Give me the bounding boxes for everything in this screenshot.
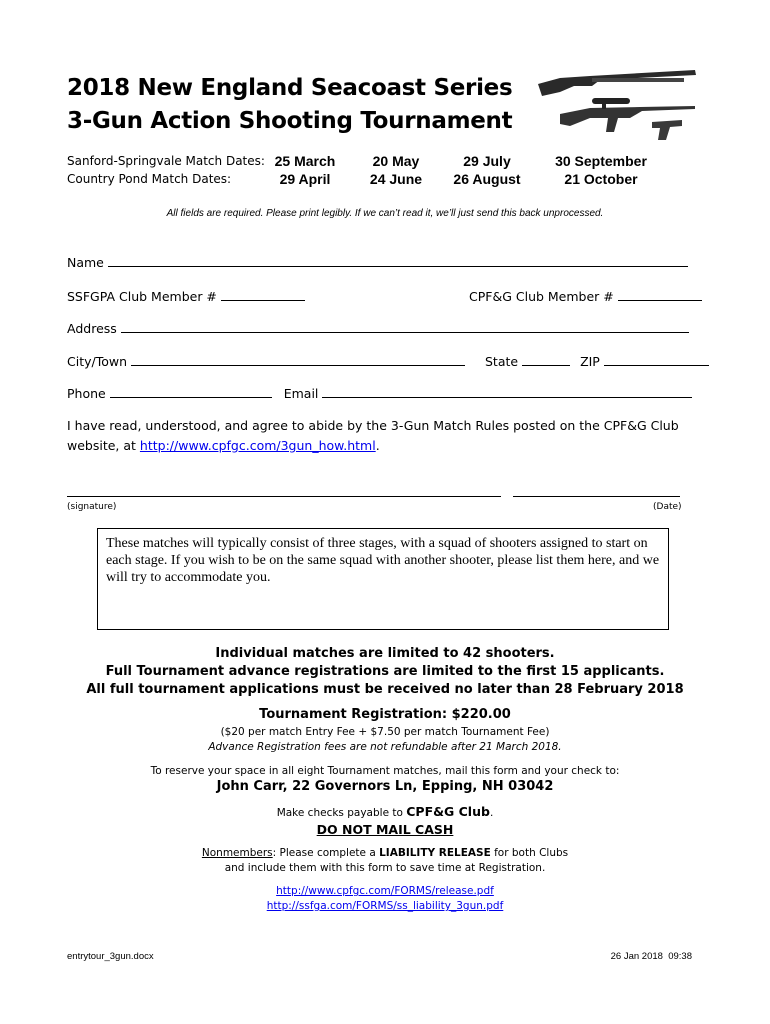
page-title [67,72,512,138]
date-line[interactable] [513,496,680,497]
signature-line[interactable] [67,496,501,497]
country-date: 24 June [369,171,423,187]
ssfgpa-row [67,287,305,306]
name-label: Name [67,255,104,270]
registration-title: Tournament Registration: $220.00 [259,707,511,722]
footer-timestamp: 26 Jan 2018 09:38 [610,951,692,962]
reserve-instructions: To reserve your space in all eight Tournament matches, mail this form and your check to: [150,765,620,777]
ssfgpa-label: SSFGPA Club Member # [67,289,217,304]
zip-field[interactable] [604,352,709,366]
cpfg-label: CPF&G Club Member # [469,289,614,304]
country-date: 26 August [453,171,521,187]
agreement-body: I have read, understood, and agree to abide by the 3-Gun Match Rules posted on the CPF&G Club website, at [67,418,679,453]
rifle-icon [560,98,695,132]
phone-label: Phone [67,386,106,401]
cpfg-row [469,287,702,306]
country-dates-label: Country Pond Match Dates: [67,172,232,186]
sanford-date: 30 September [555,153,647,169]
state-label: State [485,354,519,369]
squad-request-box[interactable] [97,528,669,630]
registration-fees: ($20 per match Entry Fee + $7.50 per match Tournament Fee) [220,726,550,738]
liability-release: LIABILITY RELEASE [379,847,491,859]
limit-line-1: Individual matches are limited to 42 shooters. [215,646,555,661]
ssfgpa-member-field[interactable] [221,287,305,301]
rules-link[interactable]: http://www.cpfgc.com/3gun_how.html [139,438,376,453]
title-line-1: 2018 New England Seacoast Series [67,75,513,101]
squad-request-text: These matches will typically consist of three stages, with a squad of shooters assigned to start on each stage. If you wish to be on the same squad with another shooter, please list them here, and we will try to accommodate you. [106,536,660,585]
signature-label: (signature) [67,502,117,512]
payable-prefix: Make checks payable to [276,807,403,819]
payable-to: CPF&G Club [406,804,490,819]
state-field[interactable] [522,352,570,366]
limits-block [0,645,770,699]
release-link-row [0,885,770,897]
sanford-dates-label: Sanford-Springvale Match Dates: [67,154,265,168]
payable-line: Make checks payable to CPF&G Club. [276,804,494,819]
date-column-1 [265,152,345,188]
instructions-note: All fields are required. Please print legibly. If we can’t read it, we’ll just send this back unprocessed. [166,208,604,219]
address-label: Address [67,321,117,336]
date-column-4 [545,152,657,188]
name-field[interactable] [108,253,688,267]
zip-label: ZIP [580,354,600,369]
date-label: (Date) [653,502,682,512]
agreement-text: I have read, understood, and agree to abide by the 3-Gun Match Rules posted on the CPF&G Club website, at http://www.cpfgc.com/3gun_how.html. [67,418,679,453]
limit-line-2: Full Tournament advance registrations are limited to the first 15 applicants. [105,664,665,679]
footer-filename: entrytour_3gun.docx [67,951,154,962]
address-field[interactable] [121,319,689,333]
sanford-date: 25 March [274,153,336,169]
sanford-date: 20 May [372,153,420,169]
name-row [67,253,688,272]
email-field[interactable] [322,384,692,398]
country-date: 29 April [279,171,331,187]
pistol-icon [652,120,682,140]
no-cash-warning: DO NOT MAIL CASH [316,822,454,837]
limit-line-3: All full tournament applications must be received no later than 28 February 2018 [86,682,684,697]
city-label: City/Town [67,354,128,369]
phone-row [67,384,692,403]
nonmembers-line-1: Nonmembers: Please complete a LIABILITY RELEASE for both Clubs [201,847,569,859]
nonmembers-label: Nonmembers [201,847,273,859]
nonmembers-line-2: and include them with this form to save time at Registration. [224,862,546,874]
email-label: Email [283,386,319,401]
cpfgc-release-link[interactable]: http://www.cpfgc.com/FORMS/release.pdf [276,885,494,897]
country-date: 21 October [564,171,638,187]
sanford-date: 29 July [463,153,511,169]
ssfga-release-link[interactable]: http://ssfga.com/FORMS/ss_liability_3gun.pdf [266,900,504,912]
title-line-2: 3-Gun Action Shooting Tournament [67,108,513,134]
cpfg-member-field[interactable] [618,287,702,301]
address-row [67,319,689,338]
mailing-address: John Carr, 22 Governors Ln, Epping, NH 03042 [216,779,554,794]
city-field[interactable] [131,352,465,366]
date-column-2 [356,152,436,188]
city-row [67,352,709,371]
refund-policy: Advance Registration fees are not refundable after 21 March 2018. [208,741,562,753]
firearms-illustration [530,62,700,152]
ssfga-link-row [0,900,770,912]
phone-field[interactable] [110,384,272,398]
date-column-3 [442,152,532,188]
shotgun-icon [538,70,696,96]
